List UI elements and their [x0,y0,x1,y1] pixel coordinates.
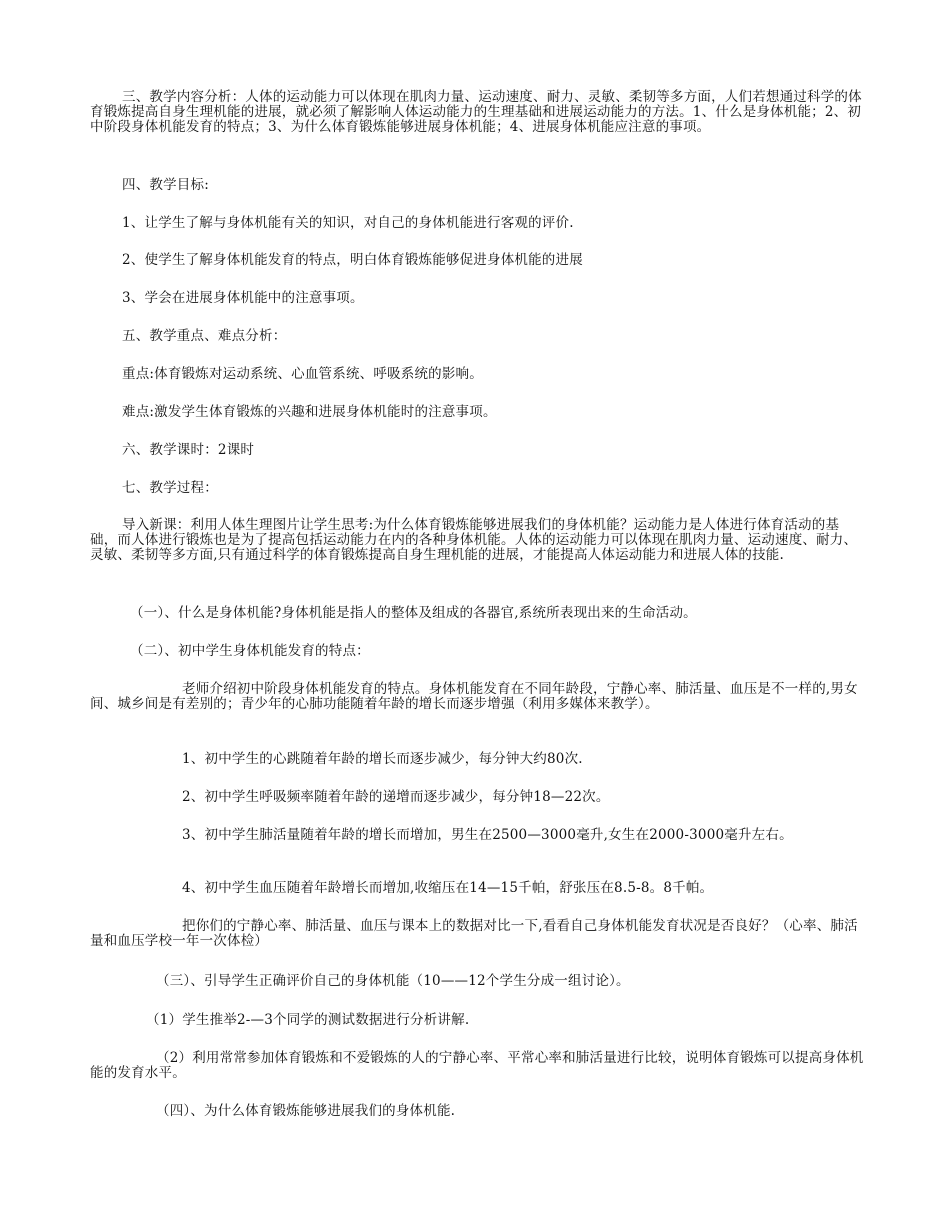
section-3-item-2: （2）利用常常参加体育锻炼和不爱锻炼的人的宁静心率、平常心率和肺活量进行比较，说明体育锻炼可以提高身体机能的发育水平。 [90,1050,864,1081]
heading-teaching-process: 七、教学过程： [122,480,218,496]
heading-key-difficult-points: 五、教学重点、难点分析： [122,328,287,344]
section-3-heading: （三）、引导学生正确评价自己的身体机能（10——12个学生分成一组讨论）。 [156,973,630,989]
paragraph-content-analysis: 三、教学内容分析：人体的运动能力可以体现在肌肉力量、运动速度、耐力、灵敏、柔韧等多方面，人们若想通过科学的体育锻炼提高自身生理机能的进展，就必须了解影响人体运动能力的生理基础和进展运动能力的方法。1、什么是身体机能；2、初中阶段身体机能发育的特点；3、为什么体育锻炼能够进展身体机能；4、进展身体机能应注意的事项。 [90,89,862,135]
heading-class-hours: 六、教学课时：2课时 [122,442,255,458]
goal-item-1: 1、让学生了解与身体机能有关的知识，对自己的身体机能进行客观的评价. [122,215,574,231]
difficult-point: 难点:激发学生体育锻炼的兴趣和进展身体机能时的注意事项。 [122,404,497,420]
goal-item-2: 2、使学生了解身体机能发育的特点，明白体育锻炼能够促进身体机能的进展 [122,252,583,268]
paragraph-teacher-intro: 老师介绍初中阶段身体机能发育的特点。身体机能发育在不同年龄段，宁静心率、肺活量、血压是不一样的,男女间、城乡间是有差别的；青少年的心肺功能随着年龄的增长而逐步增强（利用多媒体来教学）。 [90,681,858,712]
section-1-definition: （一）、什么是身体机能?身体机能是指人的整体及组成的各器官,系统所表现出来的生命活动。 [130,605,697,621]
feature-item-3: 3、初中学生肺活量随着年龄的增长而增加，男生在2500—3000毫升,女生在2000-3000毫升左右。 [182,827,793,843]
heading-teaching-goals: 四、教学目标: [122,177,209,193]
section-2-heading: （二）、初中学生身体机能发育的特点： [130,643,370,659]
feature-item-4: 4、初中学生血压随着年龄增长而增加,收缩压在14—15千帕，舒张压在8.5-8。8千帕。 [182,880,714,896]
feature-item-2: 2、初中学生呼吸频率随着年龄的递增而逐步减少，每分钟18—22次。 [182,789,610,805]
goal-item-3: 3、学会在进展身体机能中的注意事项。 [122,290,364,306]
paragraph-compare-data: 把你们的宁静心率、肺活量、血压与课本上的数据对比一下,看看自己身体机能发育状况是否良好？（心率、肺活量和血压学校一年一次体检） [90,918,858,949]
paragraph-lead-in: 导入新课：利用人体生理图片让学生思考:为什么体育锻炼能够进展我们的身体机能？运动能力是人体进行体育活动的基础，而人体进行锻炼也是为了提高包括运动能力在内的各种身体机能。人体的运动能力可以体现在肌肉力量、运动速度、耐力、灵敏、柔韧等多方面,只有通过科学的体育锻炼提高自身生理机能的进展，才能提高人体运动能力和进展人体的技能. [90,517,858,563]
section-4-heading: （四）、为什么体育锻炼能够进展我们的身体机能. [156,1103,456,1119]
feature-item-1: 1、初中学生的心跳随着年龄的增长而逐步减少，每分钟大约80次. [182,751,583,767]
section-3-item-1: （1）学生推举2-—3个同学的测试数据进行分析讲解. [146,1012,470,1028]
key-point: 重点:体育锻炼对运动系统、心血管系统、呼吸系统的影响。 [122,366,483,382]
